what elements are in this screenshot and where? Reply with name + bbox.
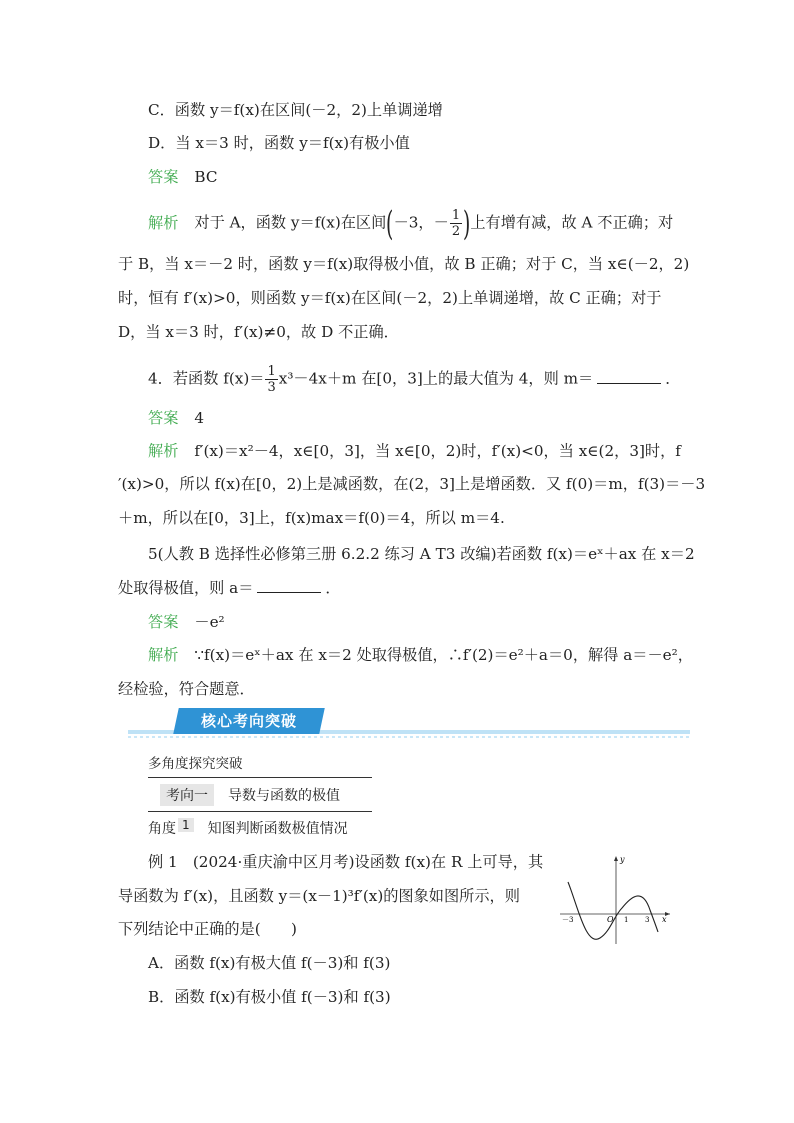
- answer-value: 4: [194, 409, 205, 427]
- question-5-line2: 处取得极值，则 a＝ ．: [118, 579, 341, 597]
- tick-1: 1: [624, 916, 629, 924]
- divider: [148, 811, 372, 812]
- option-d: D．当 x＝3 时，函数 y＝f(x)有极小值: [148, 134, 410, 152]
- banner-title: 核心考向突破: [200, 712, 297, 730]
- answer-blank: [257, 578, 321, 593]
- answer-value: BC: [194, 168, 218, 186]
- kaoxiang-heading: [160, 784, 340, 806]
- analysis-4-line1: 解析 f′(x)＝x²－4，x∈[0，3]，当 x∈[0，2)时，f′(x)<0，当 x∈(2，3]时，f: [148, 442, 681, 460]
- example-1-line1: 例 1 (2024·重庆渝中区月考)设函数 f(x)在 R 上可导，其: [148, 853, 544, 871]
- y-axis-arrow: [614, 856, 618, 861]
- fraction: $\frac{1}{2}$: [451, 208, 461, 239]
- analysis-3-line4: D，当 x＝3 时，f′(x)≠0，故 D 不正确．: [118, 323, 399, 341]
- kaoxiang-title: 导数与函数的极值: [228, 788, 340, 804]
- question-4: 4．若函数 f(x)＝ $\frac{1}{3}$ x³－4x＋m 在[0，3]上的最大值为 4，则 m＝ ．: [148, 364, 681, 395]
- analysis-5-line2: 经检验，符合题意．: [118, 680, 255, 698]
- analysis-label: 解析: [148, 646, 179, 664]
- analysis-3-line2: 于 B，当 x＝－2 时，函数 y＝f(x)取得极小值，故 B 正确；对于 C，当 x∈(－2，2): [118, 255, 690, 273]
- analysis-3-line3: 时，恒有 f′(x)>0，则函数 y＝f(x)在区间(－2，2)上单调递增，故 C 正确；对于: [118, 289, 662, 307]
- section-subtitle: 多角度探究突破: [148, 756, 243, 772]
- analysis-label: 解析: [148, 213, 179, 232]
- fraction: $\frac{1}{3}$: [267, 364, 276, 395]
- answer-3: [148, 167, 217, 187]
- answer-label: 答案: [148, 168, 179, 186]
- kaoxiang-label: 考向一: [160, 784, 214, 806]
- answer-5: [148, 612, 225, 632]
- example-1-line2: 导函数为 f′(x)，且函数 y＝(x－1)³f′(x)的图象如图所示，则: [118, 887, 520, 905]
- answer-label: 答案: [148, 409, 179, 427]
- answer-blank: [597, 369, 661, 384]
- analysis-5-line1: 解析 ∵f(x)＝eˣ＋ax 在 x＝2 处取得极值，∴f′(2)＝e²＋a＝0，解得 a＝－e²，: [148, 646, 693, 664]
- option-c: C．函数 y＝f(x)在区间(－2，2)上单调递增: [148, 101, 443, 119]
- example-option-a: A．函数 f(x)有极大值 f(－3)和 f(3): [148, 954, 391, 972]
- analysis-label: 解析: [148, 442, 179, 460]
- example-1-line3: 下列结论中正确的是( ): [118, 920, 297, 938]
- analysis-4-line3: ＋m，所以在[0，3]上，f(x)max＝f(0)＝4，所以 m＝4.: [118, 509, 505, 527]
- curve: [568, 882, 658, 939]
- divider: [148, 777, 372, 778]
- function-graph: [558, 852, 674, 948]
- question-5-line1: 5(人教 B 选择性必修第三册 6.2.2 练习 A T3 改编)若函数 f(x)＝eˣ＋ax 在 x＝2: [148, 545, 695, 563]
- answer-value: －e²: [194, 613, 225, 631]
- tick-minus3: －3: [562, 916, 574, 924]
- answer-4: [148, 408, 204, 428]
- tick-3: 3: [645, 916, 650, 924]
- analysis-3-line1: 解析 对于 A，函数 y＝f(x)在区间(－3，－ $\frac{1}{2}$ )上有增有减，故 A 不正确；对: [148, 203, 674, 244]
- answer-label: 答案: [148, 613, 179, 631]
- origin-label: O: [607, 915, 614, 924]
- analysis-4-line2: ′(x)>0，所以 f(x)在[0，2)上是减函数，在(2，3]上是增函数．又 f(0)＝m，f(3)＝－3: [118, 475, 706, 493]
- y-label: y: [620, 855, 625, 864]
- example-option-b: B．函数 f(x)有极小值 f(－3)和 f(3): [148, 988, 391, 1006]
- jiaodu-heading: 角度 1 知图判断函数极值情况: [148, 818, 348, 837]
- x-label: x: [662, 915, 667, 924]
- section-banner: [128, 708, 690, 740]
